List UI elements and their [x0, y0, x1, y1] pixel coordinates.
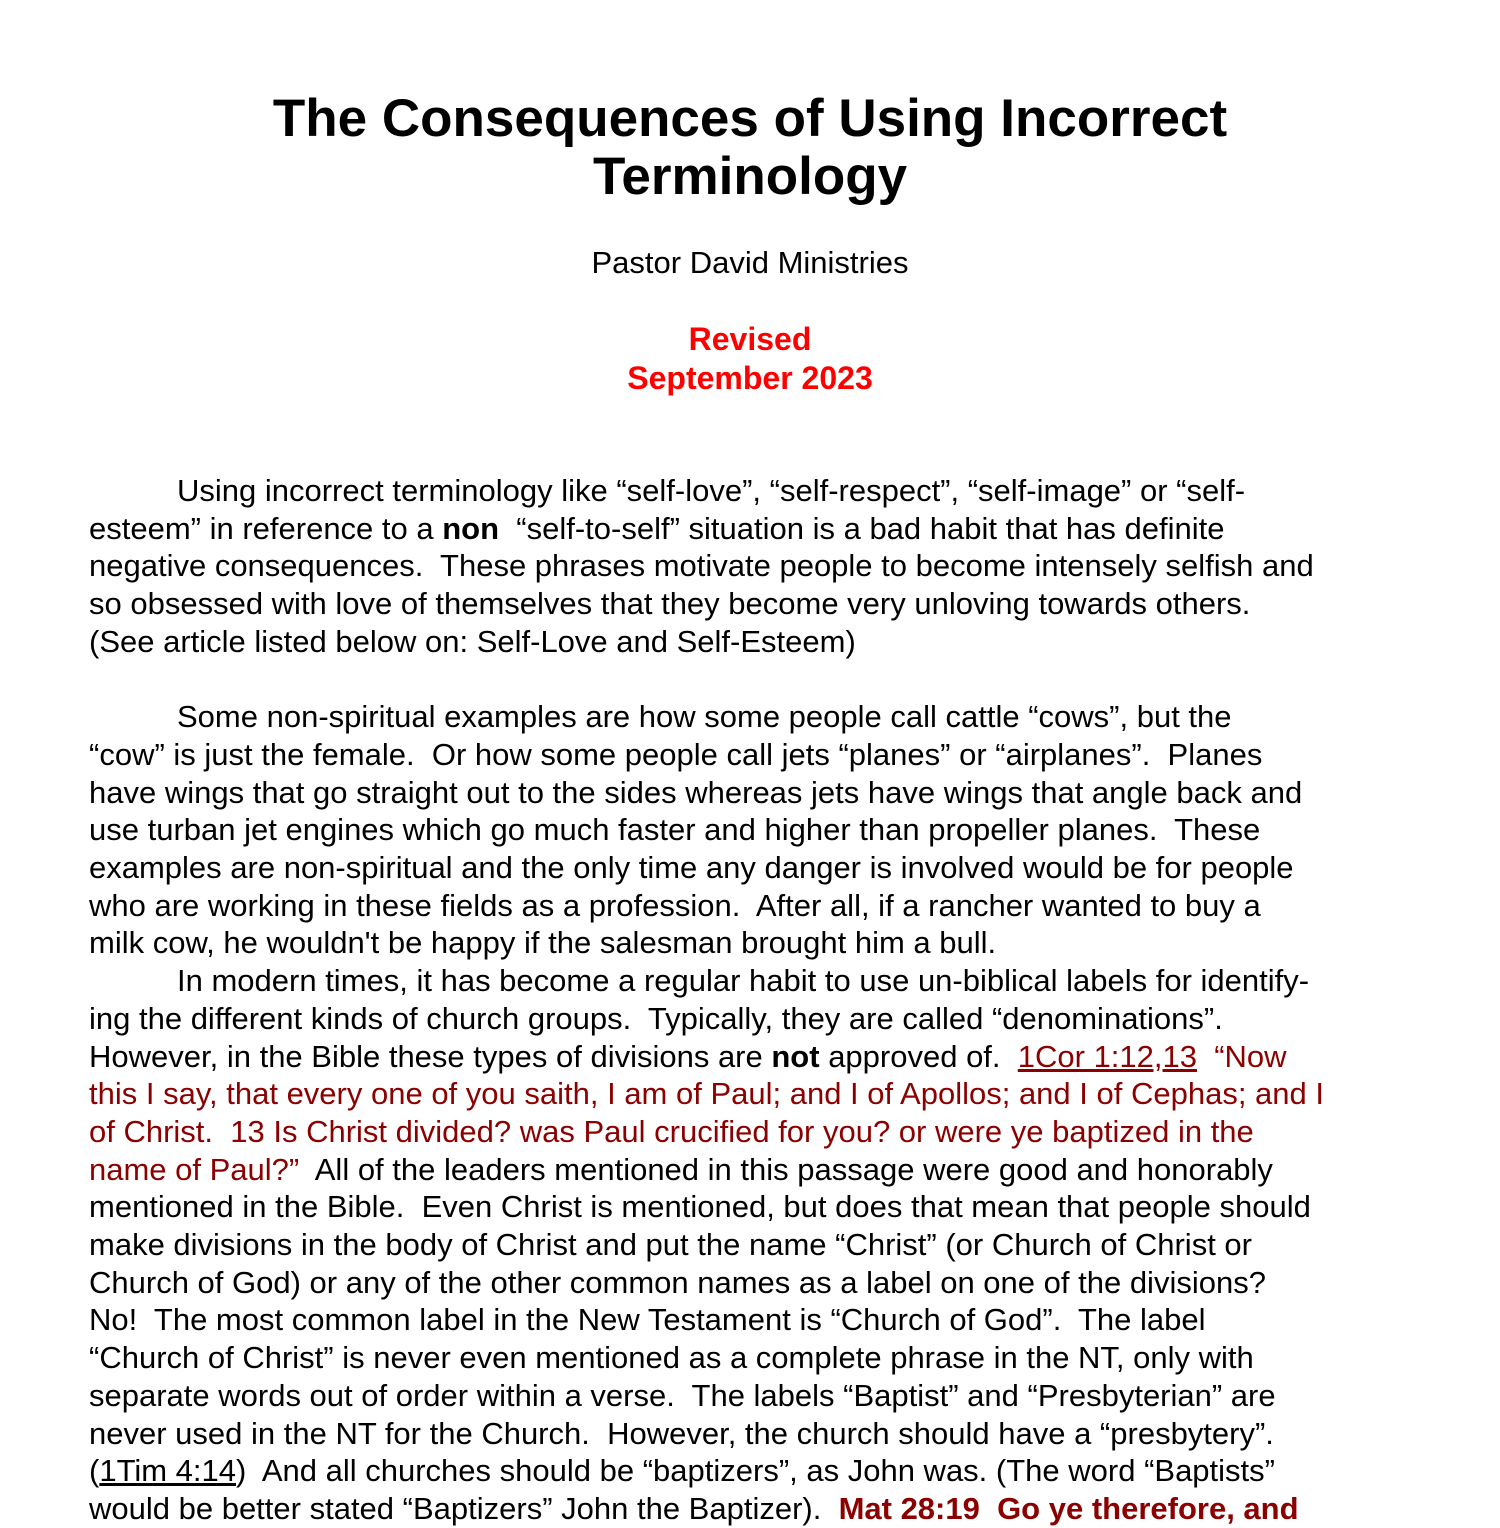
text-line [89, 623, 856, 661]
document-title [0, 90, 1500, 206]
text-span: “cow” is just the female. Or how some people call jets “planes” or “airplanes”. Planes [89, 736, 1263, 772]
text-span: would be better stated “Baptizers” John the Baptizer). [89, 1490, 839, 1526]
text-span: non [442, 510, 500, 546]
text-span: ( [89, 1453, 100, 1489]
text-line [89, 736, 1262, 774]
text-line [177, 698, 1232, 736]
text-line [89, 1452, 1275, 1490]
text-line [89, 1415, 1274, 1453]
scripture-quote: name of Paul?” [89, 1151, 300, 1187]
scripture-quote: “Now [1197, 1038, 1287, 1074]
text-span: However, in the Bible these types of divisions are [89, 1038, 772, 1074]
text-line [89, 811, 1260, 849]
scripture-quote: this I say, that every one of you saith, I am of Paul; and I of Apollos; and I of Cephas; and I [89, 1076, 1324, 1112]
text-line [89, 849, 1294, 887]
text-span: (See article listed below on: Self-Love and Self-Esteem) [89, 623, 856, 659]
revised-label: Revised [688, 321, 812, 357]
scripture-link[interactable]: 1Tim 4:14 [99, 1453, 237, 1489]
revision-note [0, 320, 1500, 398]
text-line [89, 1264, 1266, 1302]
text-span: In modern times, it has become a regular habit to use un-biblical labels for identify- [177, 963, 1310, 999]
text-line [89, 1113, 1254, 1151]
title-line-2: Terminology [592, 147, 908, 206]
text-line [89, 1038, 1287, 1076]
text-span: mentioned in the Bible. Even Christ is mentioned, but does that mean that people should [89, 1189, 1311, 1225]
text-span: “self-to-self” situation is a bad habit that has definite [499, 510, 1225, 546]
text-span: Church of God) or any of the other common names as a label on one of the divisions? [89, 1264, 1266, 1300]
text-span: “Church of Christ” is never even mentioned as a complete phrase in the NT, only with [89, 1340, 1254, 1376]
text-span: Some non-spiritual examples are how some people call cattle “cows”, but the [177, 699, 1232, 735]
text-line [89, 585, 1250, 623]
text-line [89, 510, 1225, 548]
text-span: never used in the NT for the Church. However, the church should have a “presbytery”. [89, 1415, 1274, 1451]
text-span: have wings that go straight out to the sides whereas jets have wings that angle back and [89, 774, 1303, 810]
text-line [89, 887, 1261, 925]
text-line [89, 1000, 1223, 1038]
text-line [177, 962, 1309, 1000]
text-span: milk cow, he wouldn't be happy if the salesman brought him a bull. [89, 925, 997, 961]
text-span: ing the different kinds of church groups. Typically, they are called “denominations”. [89, 1000, 1223, 1036]
text-span: Using incorrect terminology like “self-love”, “self-respect”, “self-image” or “self- [177, 473, 1246, 508]
scripture-quote: of Christ. 13 Is Christ divided? was Paul crucified for you? or were ye baptized in the [89, 1113, 1254, 1149]
scripture-link[interactable]: 1Cor 1:12,13 [1017, 1038, 1197, 1074]
title-line-1: The Consequences of Using Incorrect [272, 89, 1228, 148]
text-span: who are working in these fields as a profession. After all, if a rancher wanted to buy a [89, 887, 1261, 923]
text-span: No! The most common label in the New Testament is “Church of God”. The label [89, 1302, 1206, 1338]
text-span: separate words out of order within a verse. The labels “Baptist” and “Presbyterian” are [89, 1377, 1276, 1413]
text-line [89, 924, 996, 962]
text-span: negative consequences. These phrases motivate people to become intensely selfish and [89, 548, 1314, 584]
text-line [89, 1490, 1299, 1528]
author: Pastor David Ministries [591, 245, 909, 280]
scripture-quote: Mat 28:19 Go ye therefore, and [838, 1490, 1299, 1526]
text-span: make divisions in the body of Christ and put the name “Christ” (or Church of Christ or [89, 1227, 1252, 1262]
text-line [89, 1301, 1206, 1339]
text-span: examples are non-spiritual and the only time any danger is involved would be for people [89, 850, 1294, 885]
text-span: esteem” in reference to a [89, 510, 443, 546]
text-span: ) And all churches should be “baptizers”, as John was. (The word “Baptists” [236, 1453, 1275, 1489]
text-line [89, 774, 1302, 812]
revised-date: September 2023 [627, 360, 873, 396]
text-span: use turban jet engines which go much faster and higher than propeller planes. These [89, 812, 1261, 848]
text-line [89, 1075, 1324, 1113]
text-line [89, 547, 1314, 585]
text-line [89, 1226, 1252, 1264]
text-span: so obsessed with love of themselves that they become very unloving towards others. [89, 586, 1251, 622]
text-span: All of the leaders mentioned in this passage were good and honorably [299, 1151, 1273, 1187]
text-line [89, 1377, 1276, 1415]
text-line [89, 1339, 1254, 1377]
text-span: not [771, 1038, 820, 1074]
text-line [177, 472, 1245, 510]
text-line [89, 1151, 1273, 1189]
text-line [89, 1188, 1311, 1226]
text-span: approved of. [819, 1038, 1018, 1074]
